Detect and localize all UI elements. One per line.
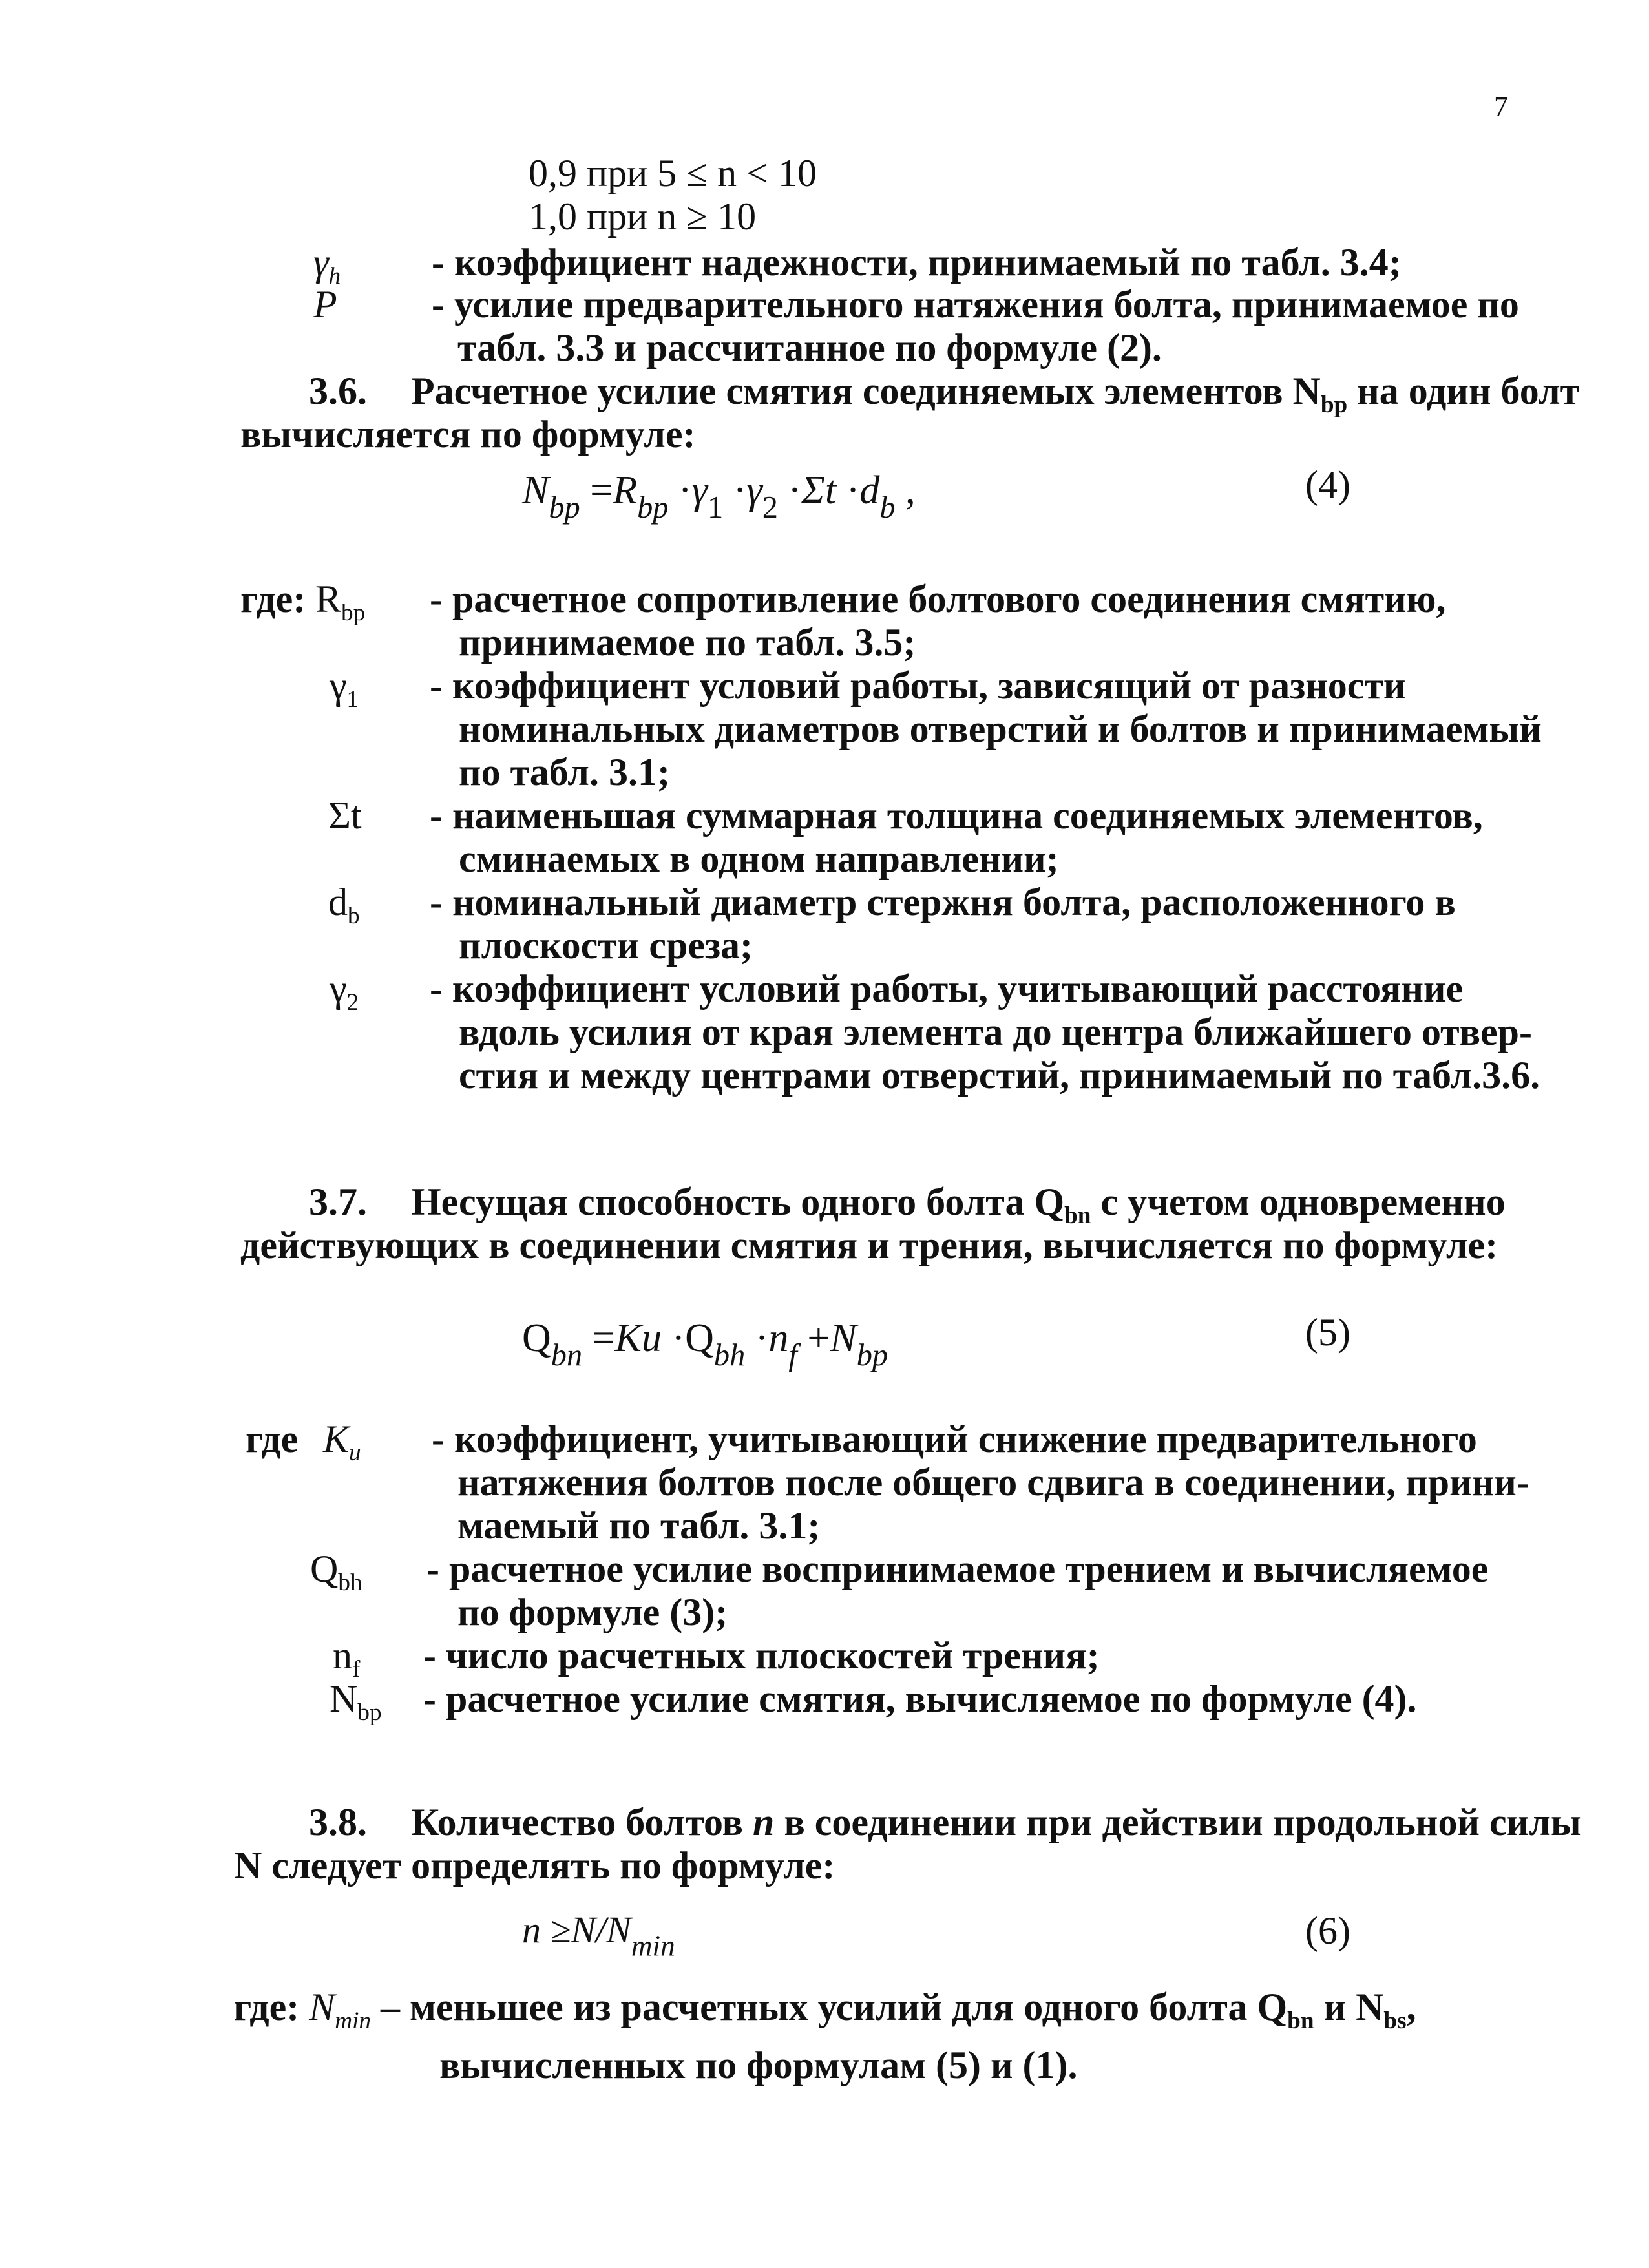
section-3-7-number: 3.7. <box>309 1181 367 1223</box>
section-3-8-line2: N следует определять по формуле: <box>234 1844 835 1887</box>
section-3-7-line2: действующих в соединении смятия и трения, вычисляется по формуле: <box>240 1224 1498 1266</box>
equation-number-6: (6) <box>1305 1909 1350 1952</box>
qbh-description-line2: по формуле (3); <box>457 1591 728 1633</box>
db-description-line1: - номинальный диаметр стержня болта, расположенного в <box>430 881 1456 923</box>
sum-t-description-line2: сминаемых в одном направлении; <box>459 837 1059 880</box>
ku-description-line2: натяжения болтов после общего сдвига в соединении, прини- <box>457 1461 1529 1504</box>
nf-description: - число расчетных плоскостей трения; <box>423 1634 1100 1677</box>
formula-6: $n \ge N/N_{min}$ <box>522 1909 675 1962</box>
sum-t-description-line1: - наименьшая суммарная толщина соединяемых элементов, <box>430 794 1483 837</box>
equation-number-5: (5) <box>1305 1311 1350 1354</box>
db-description-line2: плоскости среза; <box>459 924 753 967</box>
coef-line-10: 1,0 при n ≥ 10 <box>529 195 757 238</box>
gamma1-description-line2: номинальных диаметров отверстий и болтов и принимаемый <box>459 708 1542 750</box>
section-3-8-where-line2: вычисленных по формулам (5) и (1). <box>439 2044 1078 2086</box>
ku-description-line3: маемый по табл. 3.1; <box>457 1504 821 1547</box>
nf-symbol: $n_f$ <box>333 1634 361 1683</box>
section-3-8-line1: Количество болтов n в соединении при действии продольной силы <box>411 1801 1581 1843</box>
gamma1-symbol: $\gamma_1$ <box>330 664 359 713</box>
section-3-6-number: 3.6. <box>309 370 367 412</box>
p-description-line2: табл. 3.3 и рассчитанное по формуле (2). <box>457 326 1162 369</box>
gamma2-description-line3: стия и между центрами отверстий, принимаемый по табл.3.6. <box>459 1054 1540 1097</box>
gamma2-symbol: $\gamma_2$ <box>330 967 359 1016</box>
qbh-symbol: $Q_{bh}$ <box>310 1548 362 1597</box>
gamma1-description-line3: по табл. 3.1; <box>459 751 670 793</box>
where-label-3-6: где: <box>240 578 306 620</box>
section-3-6-line2: вычисляется по формуле: <box>240 413 696 456</box>
page-number: 7 <box>1494 90 1508 122</box>
section-3-8-number: 3.8. <box>309 1801 367 1843</box>
section-3-6-line1: Расчетное усилие смятия соединяемых элементов $N_{bp}$ на один болт <box>411 370 1580 419</box>
ku-description-line1: - коэффициент, учитывающий снижение предварительного <box>432 1418 1477 1460</box>
coef-line-09: 0,9 при 5 ≤ n < 10 <box>529 152 817 194</box>
equation-number-4: (4) <box>1305 463 1350 506</box>
section-3-8-where-line1: где: $N_{min}$ – меньшее из расчетных усилий для одного болта $Q_{bn}$ и $N_{bs}$, <box>234 1986 1416 2035</box>
rbp-description-line2: принимаемое по табл. 3.5; <box>459 621 916 664</box>
gamma-h-symbol: $\gamma_h$ <box>313 241 341 290</box>
nbp-description: - расчетное усилие смятия, вычисляемое по формуле (4). <box>423 1677 1417 1720</box>
gamma2-description-line2: вдоль усилия от края элемента до центра ближайшего отвер- <box>459 1011 1533 1053</box>
db-symbol: $d_b$ <box>328 881 360 930</box>
gamma2-description-line1: - коэффициент условий работы, учитывающий расстояние <box>430 967 1464 1010</box>
section-3-7-line1: Несущая способность одного болта $Q_{bn}$ с учетом одновременно <box>411 1181 1506 1230</box>
where-label-3-7: где <box>246 1418 299 1460</box>
p-description-line1: - усилие предварительного натяжения болта, принимаемое по <box>432 283 1519 326</box>
gamma-h-description: - коэффициент надежности, принимаемый по табл. 3.4; <box>432 241 1402 284</box>
sum-t-symbol: Σt <box>328 794 362 837</box>
nbp-symbol: $N_{bp}$ <box>330 1677 382 1727</box>
formula-5: $Q_{bn} =Ku \cdot Q_{bh} \cdot n_f +N_{bp}$ <box>522 1316 888 1372</box>
rbp-symbol: $R_{bp}$ <box>315 578 366 627</box>
gamma1-description-line1: - коэффициент условий работы, зависящий от разности <box>430 664 1406 707</box>
ku-symbol: $K_u$ <box>323 1418 361 1467</box>
rbp-description-line1: - расчетное сопротивление болтового соединения смятию, <box>430 578 1446 620</box>
formula-4: $N_{bp} =R_{bp} \cdot\gamma_1 \cdot\gamma_2 \cdot\Sigma t \cdot d_b$ , <box>522 468 916 525</box>
qbh-description-line1: - расчетное усилие воспринимаемое трением и вычисляемое <box>426 1548 1489 1590</box>
p-symbol: P <box>313 283 337 326</box>
